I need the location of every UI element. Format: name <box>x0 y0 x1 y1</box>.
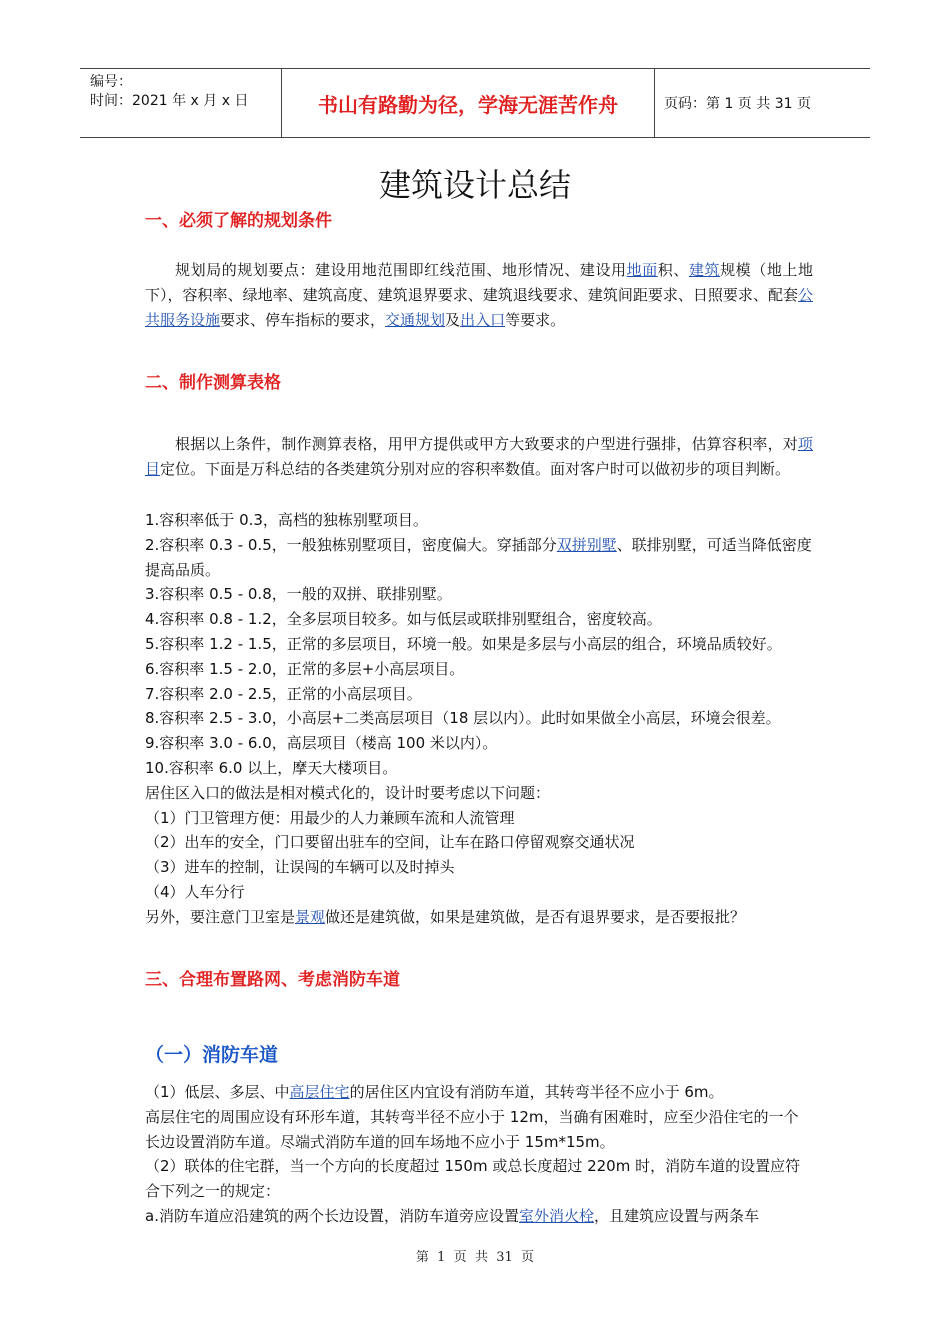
link-project[interactable]: 项目 <box>145 435 813 478</box>
list-item: 8.容积率 2.5 - 3.0，小高层+二类高层项目（18 层以内）。此时如果做全小高层，环境会很差。 <box>145 709 781 728</box>
link-landscape[interactable]: 景观 <box>295 907 326 926</box>
list-item: 7.容积率 2.0 - 2.5，正常的小高层项目。 <box>145 684 422 703</box>
section-heading-3: 三、合理布置路网、考虑消防车道 <box>145 970 400 990</box>
fire-lane-content <box>145 1080 813 1229</box>
date-label: 时间：2021 年 x 月 x 日 <box>90 93 249 109</box>
list-item <box>145 533 813 583</box>
text-run: 、联排别墅，可适当降低密度提高品质。 <box>145 535 812 579</box>
link-public-facilities[interactable]: 公共服务设施 <box>145 286 813 329</box>
text-run: 积、 <box>657 261 689 279</box>
header-meta <box>90 73 280 111</box>
text-run: 要求、停车指标的要求， <box>220 311 386 329</box>
section-heading-2: 二、制作测算表格 <box>145 373 281 393</box>
fire-lane-paragraph: （2）联体的住宅群，当一个方向的长度超过 150m 或总长度超过 220m 时，消防车道的设置应符合下列之一的规定： <box>145 1157 801 1201</box>
section-1-paragraph <box>145 258 813 333</box>
fire-lane-paragraph <box>145 1204 813 1229</box>
far-list <box>145 508 813 930</box>
text-run: 及 <box>445 311 461 329</box>
link-outdoor-hydrant[interactable]: 室外消火栓 <box>518 1206 594 1225</box>
list-item: 9.容积率 3.0 - 6.0，高层项目（楼高 100 米以内）。 <box>145 734 498 753</box>
list-item: 6.容积率 1.5 - 2.0，正常的多层+小高层项目。 <box>145 659 465 678</box>
header-page-info: 页码：第 1 页 共 31 页 <box>664 96 811 112</box>
list-item: 10.容积率 6.0 以上，摩天大楼项目。 <box>145 758 398 777</box>
text-run: 规划局的规划要点：建设用地范围即红线范围、地形情况、建设用 <box>175 261 627 279</box>
header-motto: 书山有路勤为径，学海无涯苦作舟 <box>318 92 618 117</box>
section-2-intro <box>145 432 813 482</box>
text-run: 规模（地上地下），容积率、绿地率、建筑高度、建筑退界要求、建筑退线要求、建筑间距要求、日照要求、配套 <box>145 261 813 304</box>
fire-lane-paragraph: 高层住宅的周围应设有环形车道，其转弯半径不应小于 12m，当确有困难时，应至少沿住宅的一个长边设置消防车道。尽端式消防车道的回车场地不应小于 15m*15m。 <box>145 1107 799 1151</box>
entrance-intro: 居住区入口的做法是相对模式化的，设计时要考虑以下问题： <box>145 783 551 802</box>
page-footer: 第 1 页 共 31 页 <box>415 1250 535 1265</box>
link-building[interactable]: 建筑 <box>688 261 721 279</box>
list-item: （4）人车分行 <box>145 882 245 901</box>
text-run: 2.容积率 0.3 - 0.5，一般独栋别墅项目，密度偏大。穿插部分 <box>145 535 557 554</box>
text-run: 做还是建筑做，如果是建筑做，是否有退界要求，是否要报批？ <box>325 907 746 926</box>
page-header <box>80 68 870 138</box>
link-traffic-planning[interactable]: 交通规划 <box>385 311 446 329</box>
list-item: 1.容积率低于 0.3，高档的独栋别墅项目。 <box>145 511 428 529</box>
subsection-heading-fire-lane: （一）消防车道 <box>145 1044 279 1066</box>
text-run: 根据以上条件，制作测算表格，用甲方提供或甲方大致要求的户型进行强排，估算容积率，对 <box>175 435 798 453</box>
link-semi-detached[interactable]: 双拼别墅 <box>556 535 617 554</box>
number-label: 编号： <box>90 74 132 90</box>
fire-lane-paragraph <box>145 1080 813 1105</box>
text-run: 等要求。 <box>505 311 566 329</box>
list-item: （3）进车的控制，让误闯的车辆可以及时掉头 <box>145 858 455 877</box>
text-run: ，且建筑应设置与两条车 <box>593 1206 759 1225</box>
text-run: 定位。下面是万科总结的各类建筑分别对应的容积率数值。面对客户时可以做初步的项目判断。 <box>160 460 791 478</box>
guard-room-note <box>145 905 813 930</box>
document-title: 建筑设计总结 <box>378 166 571 204</box>
list-item: （1）门卫管理方便：用最少的人力兼顾车流和人流管理 <box>145 808 515 827</box>
section-2-intro-text <box>145 432 813 482</box>
list-item: 4.容积率 0.8 - 1.2，全多层项目较多。如与低层或联排别墅组合，密度较高。 <box>145 610 662 629</box>
list-item: （2）出车的安全，门口要留出驻车的空间，让车在路口停留观察交通状况 <box>145 833 635 852</box>
planning-requirements-text <box>145 258 813 333</box>
list-item: 3.容积率 0.5 - 0.8，一般的双拼、联排别墅。 <box>145 585 452 604</box>
link-land-area[interactable]: 地面 <box>626 261 658 279</box>
link-high-rise-residence[interactable]: 高层住宅 <box>289 1083 350 1101</box>
text-run: 另外，要注意门卫室是 <box>145 907 296 926</box>
text-run: 的居住区内宜设有消防车道，其转弯半径不应小于 6m。 <box>349 1083 724 1101</box>
header-divider <box>654 69 655 137</box>
section-heading-1: 一、必须了解的规划条件 <box>145 211 332 231</box>
text-run: a.消防车道应沿建筑的两个长边设置，消防车道旁应设置 <box>145 1206 519 1225</box>
text-run: （1）低层、多层、中 <box>145 1083 290 1101</box>
link-entrance[interactable]: 出入口 <box>460 311 506 329</box>
list-item: 5.容积率 1.2 - 1.5，正常的多层项目，环境一般。如果是多层与小高层的组合，环境品质较好。 <box>145 634 782 653</box>
